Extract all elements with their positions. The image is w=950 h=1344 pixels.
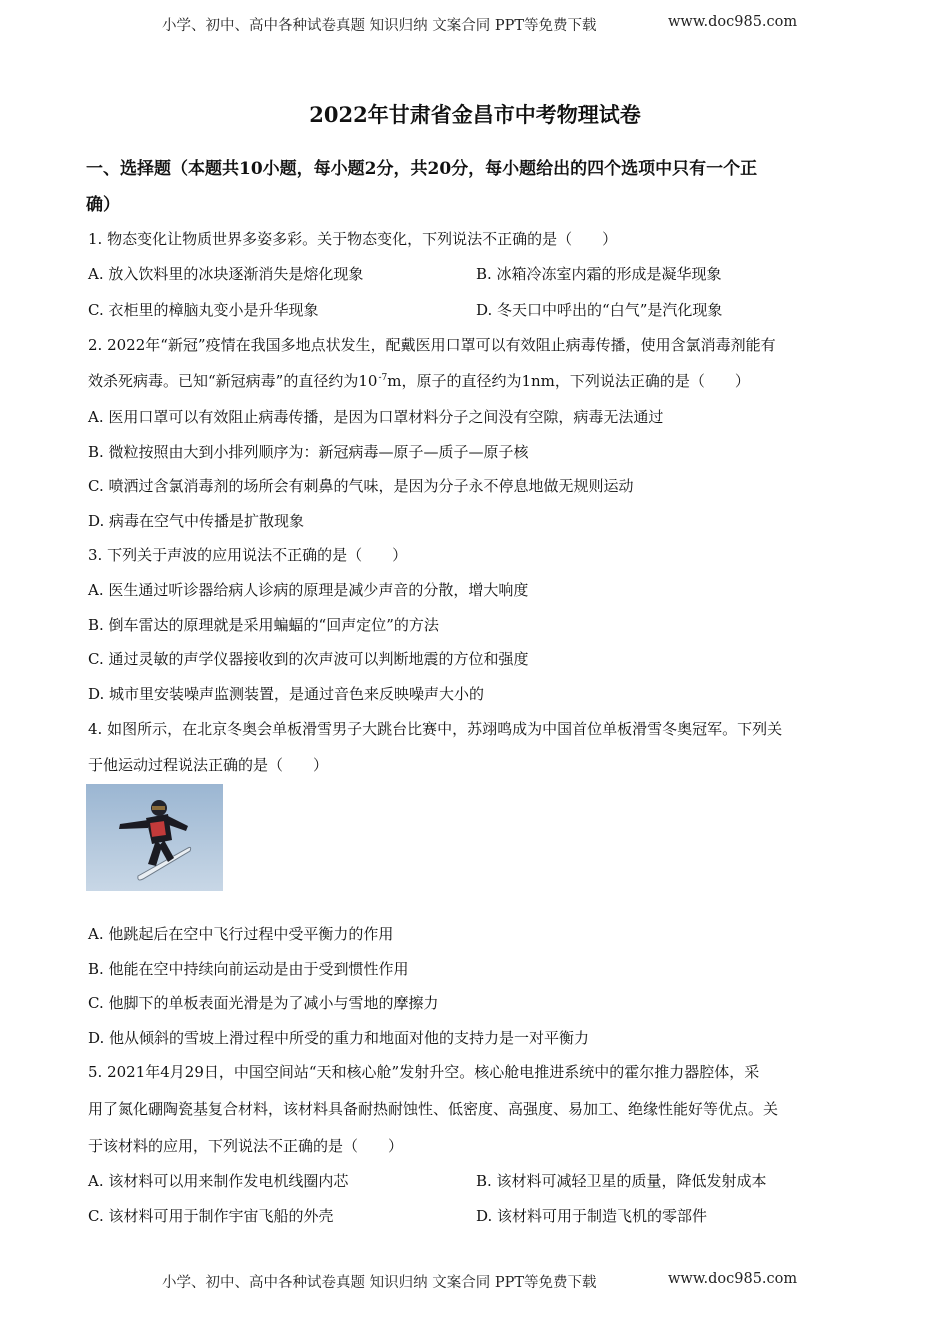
q5-option-b: B. 该材料可减轻卫星的质量，降低发射成本 xyxy=(476,1172,767,1190)
header-url-link[interactable]: www.doc985.com xyxy=(668,14,798,30)
q4-stem-line2: 于他运动过程说法正确的是（ ） xyxy=(88,756,329,774)
snowboarder-photo xyxy=(86,784,223,891)
q5-stem-line2: 用了氮化硼陶瓷基复合材料，该材料具备耐热耐蚀性、低密度、高强度、易加工、绝缘性能好等优点。关 xyxy=(88,1100,779,1118)
q3-option-c: C. 通过灵敏的声学仪器接收到的次声波可以判断地震的方位和强度 xyxy=(88,650,529,668)
q4-option-b: B. 他能在空中持续向前运动是由于受到惯性作用 xyxy=(88,960,409,978)
q4-option-c: C. 他脚下的单板表面光滑是为了减小与雪地的摩擦力 xyxy=(88,994,439,1012)
q2-option-d: D. 病毒在空气中传播是扩散现象 xyxy=(88,512,305,530)
q5-option-a: A. 该材料可以用来制作发电机线圈内芯 xyxy=(88,1172,349,1190)
q4-stem-line1: 4. 如图所示，在北京冬奥会单板滑雪男子大跳台比赛中，苏翊鸣成为中国首位单板滑雪冬奥冠军。下列关 xyxy=(88,720,783,738)
q2-stem-text: 效杀死病毒。已知“新冠病毒”的直径约为10 xyxy=(88,372,378,390)
q1-option-d: D. 冬天口中呼出的“白气”是汽化现象 xyxy=(476,301,723,319)
q1-option-c: C. 衣柜里的樟脑丸变小是升华现象 xyxy=(88,301,319,319)
q2-stem-text-end: m，原子的直径约为1nm，下列说法正确的是（ ） xyxy=(387,372,750,390)
q2-stem-line1: 2. 2022年“新冠”疫情在我国多地点状发生，配戴医用口罩可以有效阻止病毒传播，使用含氯消毒剂能有 xyxy=(88,336,776,354)
q4-option-a: A. 他跳起后在空中飞行过程中受平衡力的作用 xyxy=(88,925,394,943)
q5-stem-line3: 于该材料的应用，下列说法不正确的是（ ） xyxy=(88,1137,404,1155)
q1-option-b: B. 冰箱冷冻室内霜的形成是凝华现象 xyxy=(476,265,722,283)
q3-option-d: D. 城市里安装噪声监测装置，是通过音色来反映噪声大小的 xyxy=(88,685,485,703)
section-heading: 一、选择题（本题共10小题，每小题2分，共20分，每小题给出的四个选项中只有一个正 xyxy=(86,159,758,179)
q2-option-b: B. 微粒按照由大到小排列顺序为：新冠病毒—原子—质子—原子核 xyxy=(88,443,529,461)
q2-option-a: A. 医用口罩可以有效阻止病毒传播，是因为口罩材料分子之间没有空隙，病毒无法通过 xyxy=(88,408,664,426)
footer-url-link[interactable]: www.doc985.com xyxy=(668,1271,798,1287)
q2-option-c: C. 喷洒过含氯消毒剂的场所会有刺鼻的气味，是因为分子永不停息地做无规则运动 xyxy=(88,477,634,495)
q1-stem: 1. 物态变化让物质世界多姿多彩。关于物态变化，下列说法不正确的是（ ） xyxy=(88,230,618,248)
q5-option-d: D. 该材料可用于制造飞机的零部件 xyxy=(476,1207,708,1225)
q5-option-c: C. 该材料可用于制作宇宙飞船的外壳 xyxy=(88,1207,334,1225)
q3-option-b: B. 倒车雷达的原理就是采用蝙蝠的“回声定位”的方法 xyxy=(88,616,439,634)
footer-promo-text: 小学、初中、高中各种试卷真题 知识归纳 文案合同 PPT等免费下载 xyxy=(162,1275,597,1291)
q4-option-d: D. 他从倾斜的雪坡上滑过程中所受的重力和地面对他的支持力是一对平衡力 xyxy=(88,1029,590,1047)
q5-stem-line1: 5. 2021年4月29日，中国空间站“天和核心舱”发射升空。核心舱电推进系统中的霍尔推力器腔体，采 xyxy=(88,1063,760,1081)
q2-exponent: -7 xyxy=(378,373,388,383)
document-title: 2022年甘肃省金昌市中考物理试卷 xyxy=(309,102,641,127)
snowboarder-illustration xyxy=(86,784,223,891)
header-promo-text: 小学、初中、高中各种试卷真题 知识归纳 文案合同 PPT等免费下载 xyxy=(162,18,597,34)
q1-option-a: A. 放入饮料里的冰块逐渐消失是熔化现象 xyxy=(88,265,364,283)
section-heading-cont: 确） xyxy=(86,195,120,215)
q3-option-a: A. 医生通过听诊器给病人诊病的原理是减少声音的分散，增大响度 xyxy=(88,581,529,599)
q2-stem-line2 xyxy=(88,370,750,391)
q3-stem: 3. 下列关于声波的应用说法不正确的是（ ） xyxy=(88,546,408,564)
